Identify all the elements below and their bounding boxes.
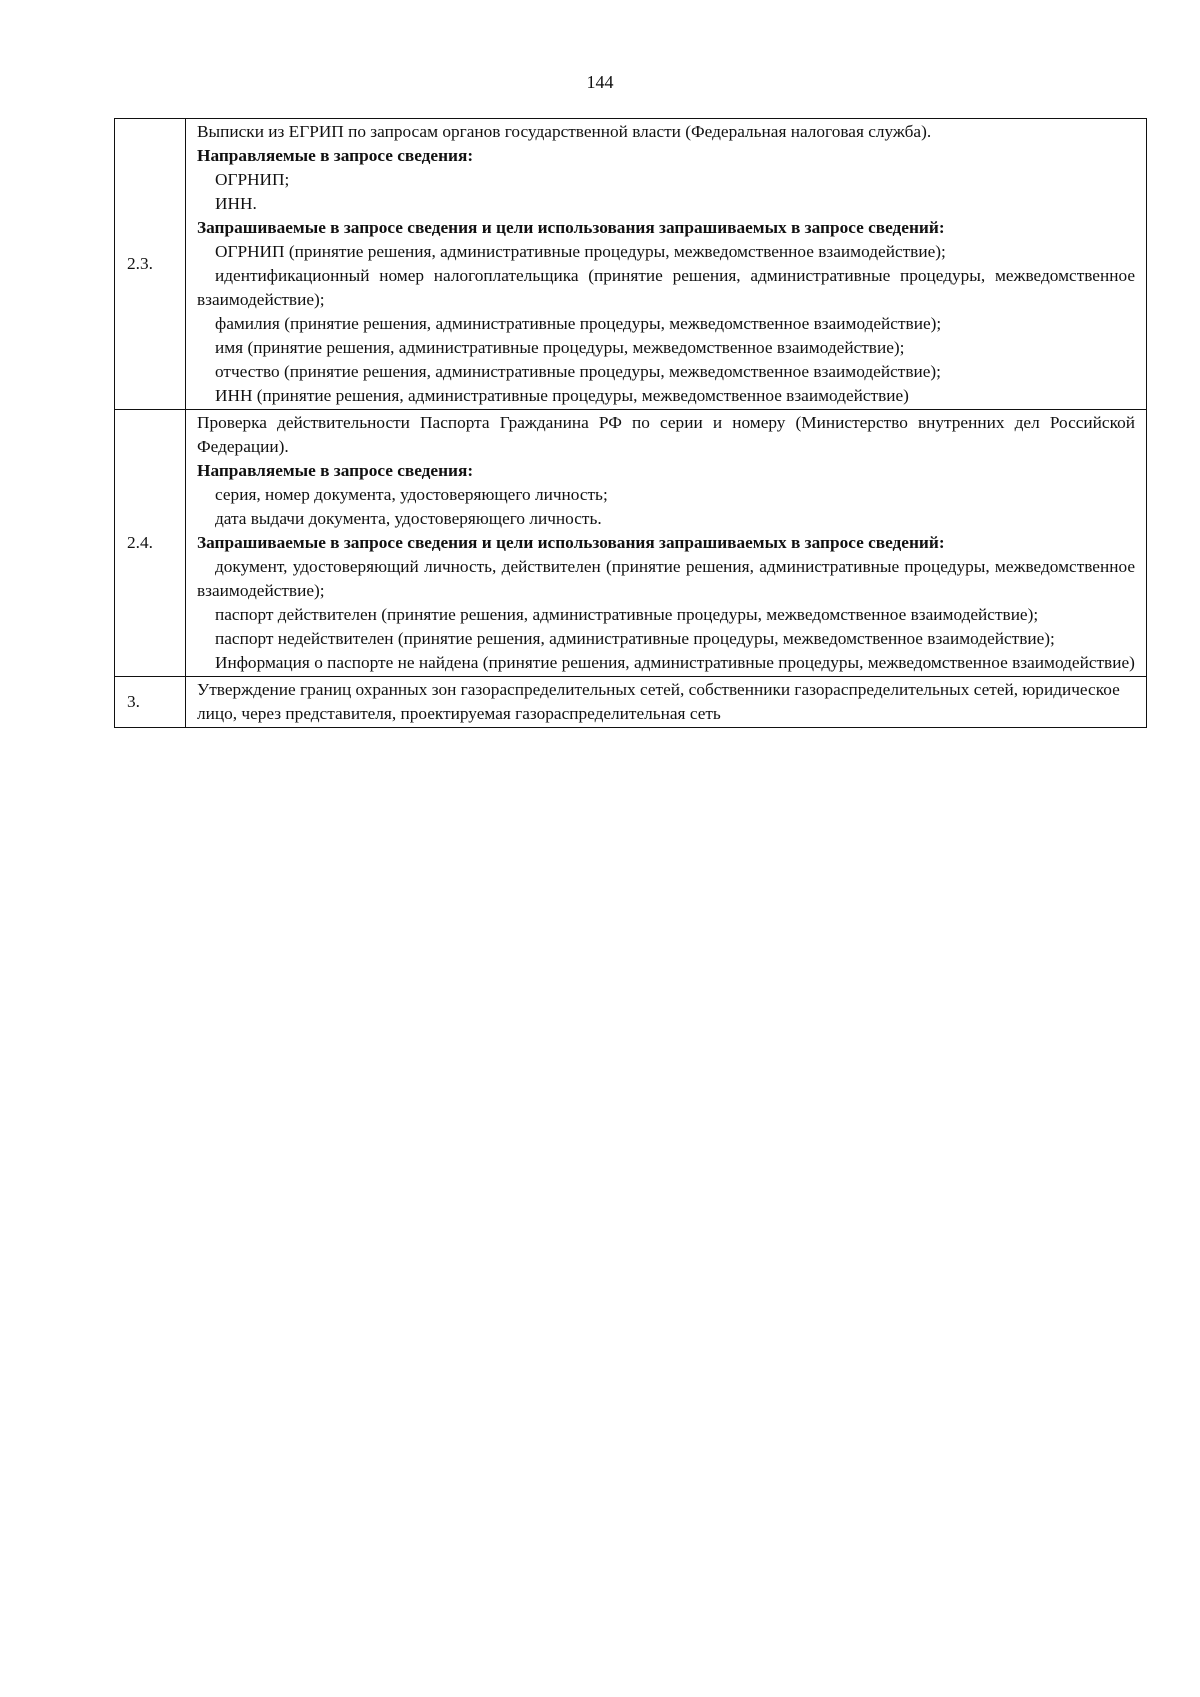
requested-item: отчество (принятие решения, административные процедуры, межведомственное взаимодействие); <box>215 362 941 381</box>
sent-item: серия, номер документа, удостоверяющего личность; <box>215 485 608 504</box>
requested-item: фамилия (принятие решения, административные процедуры, межведомственное взаимодействие); <box>215 314 942 333</box>
table-row <box>115 119 1147 410</box>
table-row <box>115 677 1147 728</box>
row-number: 3. <box>115 677 186 728</box>
row-intro: Утверждение границ охранных зон газораспределительных сетей, собственники газораспределительных сетей, юридическое лицо, через представителя, проектируемая газораспределительная сеть <box>197 680 1120 723</box>
requested-heading: Запрашиваемые в запросе сведения и цели использования запрашиваемых в запросе сведений: <box>197 218 945 237</box>
requested-item: ОГРНИП (принятие решения, административные процедуры, межведомственное взаимодействие); <box>215 242 946 261</box>
row-content <box>186 410 1147 677</box>
row-intro: Проверка действительности Паспорта Гражданина РФ по серии и номеру (Министерство внутренних дел Российской Федерации). <box>197 413 1135 456</box>
sent-item: ОГРНИП; <box>215 170 290 189</box>
sent-heading: Направляемые в запросе сведения: <box>197 146 474 165</box>
page-number: 144 <box>586 72 614 92</box>
table-row <box>115 410 1147 677</box>
requested-item: имя (принятие решения, административные процедуры, межведомственное взаимодействие); <box>215 338 905 357</box>
row-number: 2.4. <box>115 410 186 677</box>
requested-item: паспорт недействителен (принятие решения, административные процедуры, межведомственное взаимодействие); <box>215 629 1055 648</box>
requested-item: паспорт действителен (принятие решения, административные процедуры, межведомственное взаимодействие); <box>215 605 1039 624</box>
requested-item: идентификационный номер налогоплательщика (принятие решения, административные процедуры, межведомственное взаимодействие); <box>197 266 1135 309</box>
row-content <box>186 677 1147 728</box>
requested-heading: Запрашиваемые в запросе сведения и цели использования запрашиваемых в запросе сведений: <box>197 533 945 552</box>
requested-item: ИНН (принятие решения, административные процедуры, межведомственное взаимодействие) <box>215 386 909 405</box>
requested-item: Информация о паспорте не найдена (принятие решения, административные процедуры, межведомственное взаимодействие) <box>215 653 1135 672</box>
row-intro: Выписки из ЕГРИП по запросам органов государственной власти (Федеральная налоговая служба). <box>197 122 932 141</box>
sent-item: ИНН. <box>215 194 257 213</box>
services-table <box>114 118 1147 728</box>
requested-item: документ, удостоверяющий личность, действителен (принятие решения, административные процедуры, межведомственное взаимодействие); <box>197 557 1135 600</box>
row-content <box>186 119 1147 410</box>
sent-item: дата выдачи документа, удостоверяющего личность. <box>215 509 602 528</box>
row-number: 2.3. <box>115 119 186 410</box>
sent-heading: Направляемые в запросе сведения: <box>197 461 474 480</box>
